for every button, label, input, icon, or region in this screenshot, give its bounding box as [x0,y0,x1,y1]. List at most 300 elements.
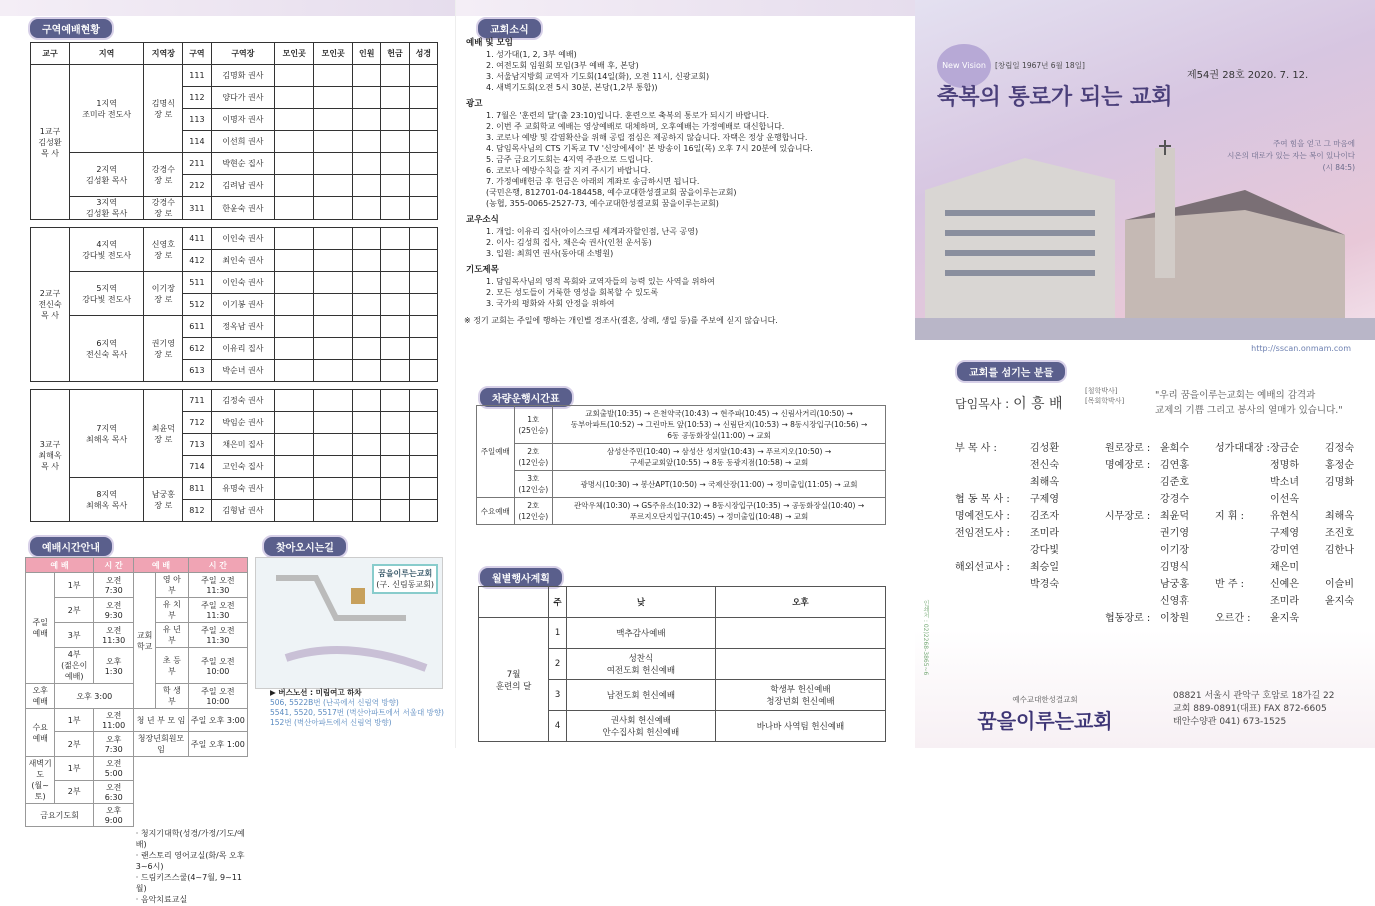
church-contact: 08821 서울시 관악구 호암로 18가길 22 교회 889-0891(대표) FAX 872-6605 태안수양관 041) 673-1525 [1173,691,1335,727]
worship-cell: 주일 오전 11:30 [188,598,247,623]
worship-row [26,709,248,732]
week-cell: 1 [549,618,567,649]
staff-entry: 김명식 [1160,562,1189,573]
table-header-cell: 지역장 [144,43,183,65]
region-leader-cell: 김명식 장 로 [144,65,183,153]
map-section-title: 찾아오시는길 [262,535,348,558]
cell-leader: 박현순 집사 [211,153,275,175]
blank-cell [275,87,314,109]
blank-cell [353,390,381,412]
staff-entry: 김준호 [1160,477,1189,488]
worship-section-title: 예배시간안내 [28,535,114,558]
table-header-cell: 헌금 [381,43,409,65]
blank-cell [314,228,353,250]
cell-number: 714 [183,456,211,478]
blank-cell [275,228,314,250]
blank-cell [314,131,353,153]
footnote: ※ 정기 교회는 주일에 행하는 개인별 경조사(결혼, 상례, 생일 등)를 주보에 싣지 않습니다. [464,316,778,325]
blank-cell [353,456,381,478]
cell-number: 812 [183,500,211,522]
blank-cell [275,153,314,175]
cell-leader: 박순녀 권사 [211,360,275,382]
blank-cell [275,294,314,316]
worship-cell: 초 등 부 [155,648,188,684]
blank-cell [353,250,381,272]
founded-date: [창립일 1967년 6월 18일] [995,61,1085,70]
servants-section-title: 교회를 섬기는 분들 [955,360,1067,383]
worship-cell: 3부 [55,623,94,648]
list-item: 1. 개업: 이유리 집사(아이스크림 세계과자할인점, 난곡 공영) [486,227,699,236]
list-item: 5. 금주 금요기도회는 4지역 주관으로 드립니다. [486,155,654,164]
blank-cell [353,65,381,87]
bus-schedule-table [476,405,886,525]
worship-cell: 주일 오전 10:00 [188,648,247,684]
region-leader-cell: 남궁홍 장 로 [144,478,183,522]
blank-cell [314,338,353,360]
day-event-cell: 성찬식 여전도회 헌신예배 [566,649,715,680]
staff-entry: 전신숙 [1030,460,1059,471]
bible-verse: 주여 힘을 얻고 그 마음에 시온의 대로가 있는 자는 복이 있나이다 (시 84:5) [1227,139,1355,172]
staff-entry: 조미라 [1030,528,1059,539]
table-row [31,316,438,338]
notice-list [486,110,911,209]
worship-cell: 유 치 부 [155,598,188,623]
blank-cell [381,360,409,382]
blank-cell [409,478,437,500]
worship-cell: 새벽기도 (월~토) [26,757,55,804]
blank-cell [314,153,353,175]
list-item: 2. 여전도회 임원회 모임(3부 예배 후, 본당) [486,61,639,70]
blank-cell [353,478,381,500]
staff-entry: 김조자 [1030,511,1059,522]
worship-cell: 오후 7:30 [94,732,134,757]
printer-info: 인쇄처 : 02)2268-3865~6 [922,600,929,676]
notes-spacer [26,827,134,906]
staff-entry: 홍정순 [1325,460,1354,471]
location-map[interactable] [255,557,443,689]
blank-cell [353,316,381,338]
staff-entry: 윤지숙 [1325,596,1354,607]
staff-entry: 원로장로 : [1105,443,1151,454]
member-news-list [486,226,911,259]
prayer-list [486,276,911,309]
staff-entry: 장금순 [1270,443,1299,454]
blank-cell [381,390,409,412]
list-item: 1. 7월은 '훈련의 달'(출 23:10)입니다. 훈련으로 축복의 통로가 되시기 바랍니다. [486,111,770,120]
list-item: 7. 가정예배헌금 후 헌금은 아래의 계좌로 송금하시면 됩니다. [486,177,700,186]
staff-entry: 남궁홍 [1160,579,1189,590]
worship-header [26,558,248,573]
list-item: 1. 담임목사님의 영적 목회와 교역자들의 능력 있는 사역을 위하여 [486,277,715,286]
blank-cell [275,65,314,87]
staff-entry: 이창원 [1160,613,1189,624]
worship-cell: 1부 [55,757,94,781]
blank-cell [314,272,353,294]
blank-cell [409,456,437,478]
worship-cell: 2부 [55,732,94,757]
notes-cell: · 청지기대학(성경/가정/기도/예배) · 랜스토리 영어교실(화/목 오후 3~6시) · 드림키즈스쿨(4~7월, 9~11월) · 음악치료교실 [135,828,245,904]
cell-leader: 김려남 권사 [211,175,275,197]
new-vision-logo: New Vision [937,44,991,88]
welcome-message: "우리 꿈을이루는교회는 예배의 감격과 교제의 기쁨 그리고 봉사의 열매가 있습니다." [1155,390,1343,416]
blank-cell [409,250,437,272]
week-cell: 2 [549,649,567,680]
church-building-image [915,140,1375,340]
blank-cell [314,65,353,87]
worship-row [26,573,248,598]
staff-entry: 김명화 [1325,477,1354,488]
blank-cell [409,294,437,316]
cell-number: 811 [183,478,211,500]
blank-cell [381,316,409,338]
staff-entry: 명예전도사 : [955,511,1010,522]
staff-entry: 성가대대장 : [1215,443,1270,454]
blank-cell [353,272,381,294]
blank-cell [381,87,409,109]
worship-header-cell: 예 배 [26,558,94,573]
blank-cell [353,412,381,434]
cell-number: 411 [183,228,211,250]
cell-number: 511 [183,272,211,294]
blank-cell [353,197,381,220]
staff-entry: 박소녀 [1270,477,1299,488]
worship-cell: 수요 예배 [26,709,55,757]
worship-cell: 4부 (젊은이예배) [55,648,94,684]
worship-header-cell: 예 배 [134,558,188,573]
staff-entry: 윤지욱 [1270,613,1299,624]
blank-cell [275,175,314,197]
worship-cell: 2부 [55,780,94,804]
region-leader-cell: 강경수 장 로 [144,153,183,197]
blank-cell [314,500,353,522]
staff-entry: 구제영 [1270,528,1299,539]
spacer-row [31,220,438,228]
cell-leader: 이선희 권사 [211,131,275,153]
blank-cell [409,434,437,456]
cell-number: 713 [183,434,211,456]
worship-cell: 주일 오후 3:00 [188,709,247,732]
parish-cell: 3교구 최해옥 목 사 [31,390,70,522]
blank-cell [314,390,353,412]
list-item: 2. 이사: 김성희 집사, 채은숙 권사(인천 운서동) [486,238,652,247]
blank-cell [409,338,437,360]
blank-cell [275,197,314,220]
blank-cell [381,294,409,316]
map-church-label: 꿈을이루는교회 (구. 신림동교회) [372,564,438,594]
blank-cell [381,109,409,131]
table-header-cell: 지역 [69,43,143,65]
table-row [31,197,438,220]
website-url[interactable]: http://sscan.onmam.com [1251,344,1351,353]
worship-row [26,804,248,827]
cell-number: 111 [183,65,211,87]
cell-number: 612 [183,338,211,360]
worship-cell: 주일 오전 11:30 [188,573,247,598]
table-header [31,43,438,65]
blank-cell [409,65,437,87]
spacer-row [31,382,438,390]
blank-cell [409,390,437,412]
staff-entry: 강다빛 [1030,545,1059,556]
staff-entry: 부 목 사 : [955,443,997,454]
table-row [31,478,438,500]
blank-cell [381,412,409,434]
worship-header-cell: 시 간 [188,558,247,573]
list-item: 6. 코로나 예방수칙을 잘 지켜 주시기 바랍니다. [486,166,651,175]
list-item: 1. 성가대(1, 2, 3부 예배) [486,50,577,59]
blank-cell [381,175,409,197]
staff-entry: 박경숙 [1030,579,1059,590]
staff-entry: 이슬비 [1325,579,1354,590]
staff-entry: 반 주 : [1215,579,1245,590]
list-item: (농협, 355-0065-2527-73, 예수교대한성결교회 꿈을이루는교회) [486,199,719,208]
worship-cell: 1부 [55,709,94,732]
cell-number: 711 [183,390,211,412]
list-item: 3. 국가의 평화와 사회 안정을 위하여 [486,299,615,308]
blank-cell [381,65,409,87]
cell-number: 211 [183,153,211,175]
blank-cell [381,338,409,360]
region-leader-cell: 강경수 장 로 [144,197,183,220]
staff-entry: 조진호 [1325,528,1354,539]
blank-cell [314,87,353,109]
staff-entry: 구제영 [1030,494,1059,505]
staff-entry: 전임전도사 : [955,528,1010,539]
district-section-title: 구역예배현황 [28,17,114,40]
bus-day-cell: 수요예배 [477,498,515,525]
blank-cell [275,434,314,456]
list-item: 3. 코로나 예방 및 감염확산을 위해 공립 점심은 제공하지 않습니다. 자택은 정상 운행합니다. [486,133,808,142]
bus-route-cell: 교회출발(10:35) → 은천약국(10:43) → 현주파(10:45) → 신림사거리(10:50) → 동부아파트(10:52) → 그린마트 앞(10:53) → 신림단지(10:53) → 8동시장입구(10:56) → 6동 공동화장실(11:00) → 교회 [553,406,886,444]
blank-cell [409,131,437,153]
staff-entry: 신예은 [1270,579,1299,590]
table-row [31,153,438,175]
bus-vehicle-cell: 2호 (12인승) [514,498,553,525]
blank-cell [409,87,437,109]
pastor-degree: [철학박사] [목회학박사] [1085,387,1125,405]
blank-cell [409,500,437,522]
bus-section-title: 차량운행시간표 [478,386,574,409]
worship-cell: 유 년 부 [155,623,188,648]
staff-entry: 협 동 목 사 : [955,494,1010,505]
monthly-section-title: 월별행사계획 [478,566,564,589]
blank-cell [409,272,437,294]
blank-cell [409,153,437,175]
staff-entry: 권기영 [1160,528,1189,539]
worship-cell: 오후 1:30 [94,648,134,684]
notes-row [26,827,248,906]
worship-cell: 오전 5:00 [94,757,134,781]
blank-cell [314,294,353,316]
blank-cell [275,131,314,153]
blank-cell [275,109,314,131]
worship-cell: 영 아 부 [155,573,188,598]
cell-leader: 이기봉 권사 [211,294,275,316]
month-label-cell: 7월 훈련의 달 [479,618,549,742]
bus-vehicle-cell: 1호 (25인승) [514,406,553,444]
blank-cell [275,478,314,500]
cell-number: 112 [183,87,211,109]
cell-leader: 김명화 권사 [211,65,275,87]
cell-leader: 김정숙 권사 [211,390,275,412]
staff-entry: 오르간 : [1215,613,1251,624]
month-label-header [479,587,549,618]
region-cell: 4지역 강다빛 전도사 [69,228,143,272]
staff-entry: 명예장로 : [1105,460,1151,471]
blank-cell [353,87,381,109]
cell-leader: 채은미 집사 [211,434,275,456]
blank-cell [275,338,314,360]
cell-number: 611 [183,316,211,338]
blank-cell [353,131,381,153]
staff-entry: 유현식 [1270,511,1299,522]
blank-cell [314,175,353,197]
staff-entry: 김정숙 [1325,443,1354,454]
cell-leader: 이인숙 권사 [211,272,275,294]
blank-cell [314,456,353,478]
blank-cell [409,228,437,250]
staff-entry: 조미라 [1270,596,1299,607]
staff-entry: 최해옥 [1030,477,1059,488]
table-row [31,272,438,294]
monthly-plan-table [478,586,886,742]
bus-vehicle-cell: 2호 (12인승) [514,444,553,471]
spacer-cell [31,382,438,390]
worship-cell: 주일 오전 11:30 [188,623,247,648]
staff-entry: 김성환 [1030,443,1059,454]
month-header-cell: 낮 [566,587,715,618]
cell-leader: 정옥남 권사 [211,316,275,338]
staff-entry: 강미연 [1270,545,1299,556]
left-panel [0,0,455,904]
blank-cell [275,360,314,382]
blank-cell [275,316,314,338]
bus-row [477,444,886,471]
worship-cell: 오후 예배 [26,684,55,709]
bus-vehicle-cell: 3호 (12인승) [514,471,553,498]
bus-route-cell: 광명시(10:30) → 봉산APT(10:50) → 국제산장(11:00) → 정미출입(11:05) → 교회 [553,471,886,498]
district-table [30,42,438,522]
blank-cell [314,412,353,434]
blank-cell [314,197,353,220]
staff-entry: 최해옥 [1325,511,1354,522]
cell-leader: 고인숙 집사 [211,456,275,478]
list-item: 4. 담임목사님의 CTS 기독교 TV '신앙에세이' 본 방송이 16일(목) 오후 7시 20분에 있습니다. [486,144,813,153]
worship-time-table [25,557,248,906]
parish-cell: 1교구 김성환 목 사 [31,65,70,220]
bus-route-cell: 삼성산주민(10:40) → 삼성산 성지앞(10:43) → 푸르지오(10:50) → 구세군교회앞(10:55) → 8동 동광지점(10:58) → 교회 [553,444,886,471]
blank-cell [353,500,381,522]
week-cell: 3 [549,680,567,711]
worship-cell: 청장년회원모임 [134,732,188,757]
cell-leader: 김형남 권사 [211,500,275,522]
staff-entry: 채은미 [1270,562,1299,573]
blank-cell [275,412,314,434]
staff-entry: 해외선교사 : [955,562,1010,573]
worship-cell: 주일 오후 1:00 [188,732,247,757]
blank-cell [353,360,381,382]
afternoon-event-cell: 학생부 헌신예배 청장년회 헌신예배 [715,680,885,711]
pastor-row: 담임목사 : 이 흥 배 [955,396,1063,412]
bus-row [477,406,886,444]
staff-entry: 최승일 [1030,562,1059,573]
worship-list [486,49,911,93]
worship-cell: 오후 9:00 [94,804,134,827]
blank-cell [409,109,437,131]
worship-row [26,732,248,757]
staff-entry: 이선옥 [1270,494,1299,505]
worship-cell: 금요기도회 [26,804,94,827]
cell-number: 412 [183,250,211,272]
month-header-cell: 오후 [715,587,885,618]
worship-cell: 주일 예배 [26,573,55,684]
bus-route-cell: 관악우체(10:30) → GS주유소(10:32) → 8동시장입구(10:35) → 공동화장실(10:40) → 푸르지오단지입구(10:45) → 정미출입(10:48) → 교회 [553,498,886,525]
blank-cell [353,338,381,360]
table-header-cell: 성경 [409,43,437,65]
news-content: 예배 및 모임 1. 성가대(1, 2, 3부 예배) 2. 여전도회 임원회 모임(3부 예배 후, 본당) 3. 서울남지방회 교역자 기도회(14일(화), 오전 11시, 신광교회) 4. 새벽기도회(오전 5시 30분, 본당(1,2부 통합)) 광고 1. 7월은 '훈련의 달'(출 23:10)입니다. 훈련으로 축복의 통로가 되시기 바랍니다. 2. 이번 주 교회학교 예배는 영상예배로 대체하며, 오후예배는 가정예배로 대신합니다. 3. 코로나 예방 및 감염확산을 위해 공립 점심은 제공하지 않습니다. 자택은 정상 운행합니다. 4. 담임목사님의 CTS 기독교 TV '신앙에세이' 본 방송이 16일(목) 오후 7시 20분에 있습니다. 5. 금주 금요기도회는 4지역 주관으로 드립니다. 6. 코로나 예방수칙을 잘 지켜 주시기 바랍니다. 7. 가정예배헌금 후 헌금은 아래의 계좌로 송금하시면 됩니다. (국민은행, 812701-04-184458, 예수교대한성결교회 꿈을이루는교회) (농협, 355-0065-2527-73, 예수교대한성결교회 꿈을이루는교회) 교우소식 1. 개업: 이유리 집사(아이스크림 세계과자할인점, 난곡 공영) 2. 이사: 김성희 집사, 채은숙 권사(인천 운서동) 3. 입원: 최희연 권사(동아대 소병원) 기도제목 1. 담임목사님의 영적 목회와 교역자들의 능력 있는 사역을 위하여 2. 모든 성도들이 거룩한 영성을 회복할 수 있도록 3. 국가의 평화와 사회 안정을 위하여 ※ 정기 교회는 주일에 행하는 개인별 경조사(결혼, 상례, 생일 등)를 주보에 싣지 않습니다. [456,36,911,326]
blank-cell [353,109,381,131]
cell-leader: 양다가 권사 [211,87,275,109]
bus-day-cell: 주일예배 [477,406,515,498]
blank-cell [353,153,381,175]
blank-cell [409,316,437,338]
blank-cell [381,250,409,272]
cell-leader: 박임순 권사 [211,412,275,434]
blank-cell [353,434,381,456]
cell-number: 712 [183,412,211,434]
staff-entry: 시무장로 : [1105,511,1151,522]
cell-number: 113 [183,109,211,131]
table-header-cell: 구역장 [211,43,275,65]
day-event-cell: 남전도회 헌신예배 [566,680,715,711]
parish-cell: 2교구 전신숙 목 사 [31,228,70,382]
staff-entry: 최윤덕 [1160,511,1189,522]
blank-cell [275,456,314,478]
blank-cell [353,228,381,250]
cell-leader: 유명숙 권사 [211,478,275,500]
bus-row [477,498,886,525]
blank-cell [381,456,409,478]
blank-cell [381,153,409,175]
blank-cell [381,500,409,522]
staff-entry: 김연홍 [1160,460,1189,471]
region-cell: 8지역 최해옥 목사 [69,478,143,522]
afternoon-event-cell [715,649,885,680]
worship-cell: 오전 9:30 [94,598,134,623]
church-logo: 예수교대한성결교회 꿈을이루는교회 [977,695,1113,733]
region-cell: 2지역 김성환 목사 [69,153,143,197]
cell-leader: 이명자 권사 [211,109,275,131]
top-band [456,0,915,16]
worship-cell: 오후 3:00 [55,684,134,709]
blank-cell [314,434,353,456]
list-item: 4. 새벽기도회(오전 5시 30분, 본당(1,2부 통합)) [486,83,658,92]
week-cell: 4 [549,711,567,742]
staff-entry: 협동장로 : [1105,613,1151,624]
bus-info: ▶ 버스노선 : 미림여고 하차 506, 5522B번 (난곡에서 신림역 방향) 5541, 5520, 5517번 (벽산아파트에서 서울대 방향) 152번 (벽산아파트에서 신림역 방향) [270,688,444,727]
staff-entry: 신영휴 [1160,596,1189,607]
blank-cell [381,272,409,294]
list-item: (국민은행, 812701-04-184458, 예수교대한성결교회 꿈을이루는교회) [486,188,737,197]
blank-cell [409,197,437,220]
region-leader-cell: 신영호 장 로 [144,228,183,272]
cell-number: 311 [183,197,211,220]
region-leader-cell: 최윤덕 장 로 [144,390,183,478]
staff-entry: 김한나 [1325,545,1354,556]
table-header-cell: 모인곳 [314,43,353,65]
afternoon-event-cell [715,618,885,649]
region-cell: 1지역 조미라 전도사 [69,65,143,153]
